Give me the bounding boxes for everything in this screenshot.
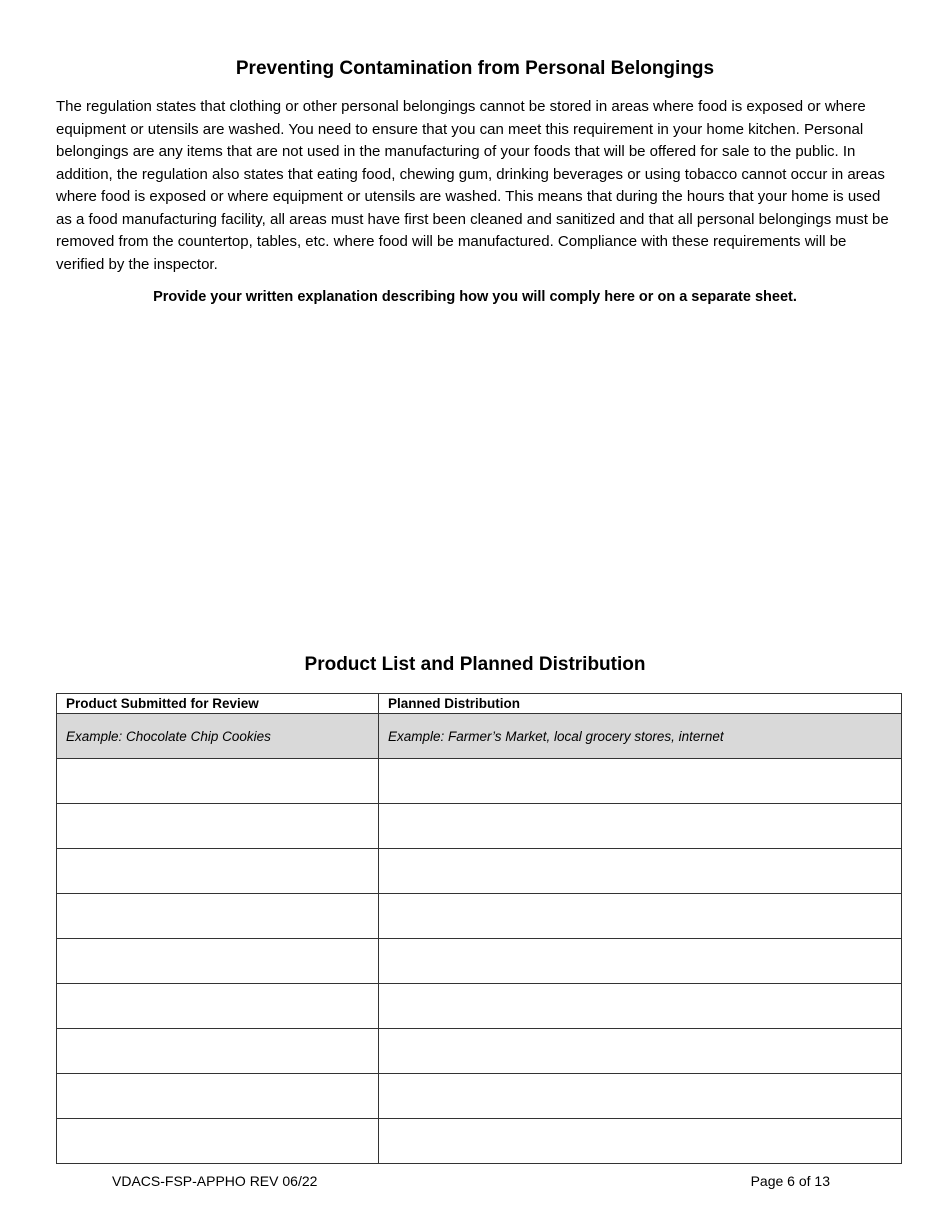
product-cell[interactable] xyxy=(57,1119,379,1164)
example-distribution: Example: Farmer’s Market, local grocery stores, internet xyxy=(379,714,902,759)
distribution-cell[interactable] xyxy=(379,849,902,894)
example-row xyxy=(57,714,902,759)
distribution-cell[interactable] xyxy=(379,984,902,1029)
table-header-row xyxy=(57,694,902,714)
distribution-cell[interactable] xyxy=(379,1119,902,1164)
product-cell[interactable] xyxy=(57,894,379,939)
table-row xyxy=(57,804,902,849)
section-title-personal-belongings: Preventing Contamination from Personal Belongings xyxy=(235,58,715,79)
table-row xyxy=(57,939,902,984)
table-row xyxy=(57,849,902,894)
product-cell[interactable] xyxy=(57,849,379,894)
distribution-cell[interactable] xyxy=(379,804,902,849)
table-row xyxy=(57,1074,902,1119)
written-explanation-area[interactable] xyxy=(56,316,902,636)
product-cell[interactable] xyxy=(57,939,379,984)
product-cell[interactable] xyxy=(57,804,379,849)
table-row xyxy=(57,984,902,1029)
written-explanation-instruction: Provide your written explanation describing how you will comply here or on a separate sheet. xyxy=(153,289,797,305)
table-row xyxy=(57,1119,902,1164)
form-id: VDACS-FSP-APPHO REV 06/22 xyxy=(112,1173,318,1189)
distribution-cell[interactable] xyxy=(379,939,902,984)
header-product: Product Submitted for Review xyxy=(57,694,379,714)
example-product: Example: Chocolate Chip Cookies xyxy=(57,714,379,759)
header-distribution: Planned Distribution xyxy=(379,694,902,714)
product-cell[interactable] xyxy=(57,1074,379,1119)
table-row xyxy=(57,759,902,804)
page-number: Page 6 of 13 xyxy=(750,1173,830,1189)
regulation-paragraph: The regulation states that clothing or other personal belongings cannot be stored in areas where food is exposed or where equipment or utensils are washed. You need to ensure that you can meet this requirement in your home kitchen. Personal belongings are any items that are not used in the manufacturing of your foods that will be offered for sale to the public. In addition, the regulation also states that eating food, chewing gum, drinking beverages or using tobacco cannot occur in areas where food is exposed or where equipment or utensils are washed. This means that during the hours that your home is used as a food manufacturing facility, all areas must have first been cleaned and sanitized and that all personal belongings must be removed from the countertop, tables, etc. where food will be manufactured. Compliance with these requirements will be verified by the inspector. xyxy=(56,98,889,273)
product-cell[interactable] xyxy=(57,984,379,1029)
table-row xyxy=(57,1029,902,1074)
distribution-cell[interactable] xyxy=(379,759,902,804)
distribution-cell[interactable] xyxy=(379,894,902,939)
product-cell[interactable] xyxy=(57,759,379,804)
table-row xyxy=(57,894,902,939)
section-title-product-list: Product List and Planned Distribution xyxy=(304,654,646,675)
distribution-cell[interactable] xyxy=(379,1074,902,1119)
product-list-table xyxy=(56,693,902,1164)
distribution-cell[interactable] xyxy=(379,1029,902,1074)
product-cell[interactable] xyxy=(57,1029,379,1074)
